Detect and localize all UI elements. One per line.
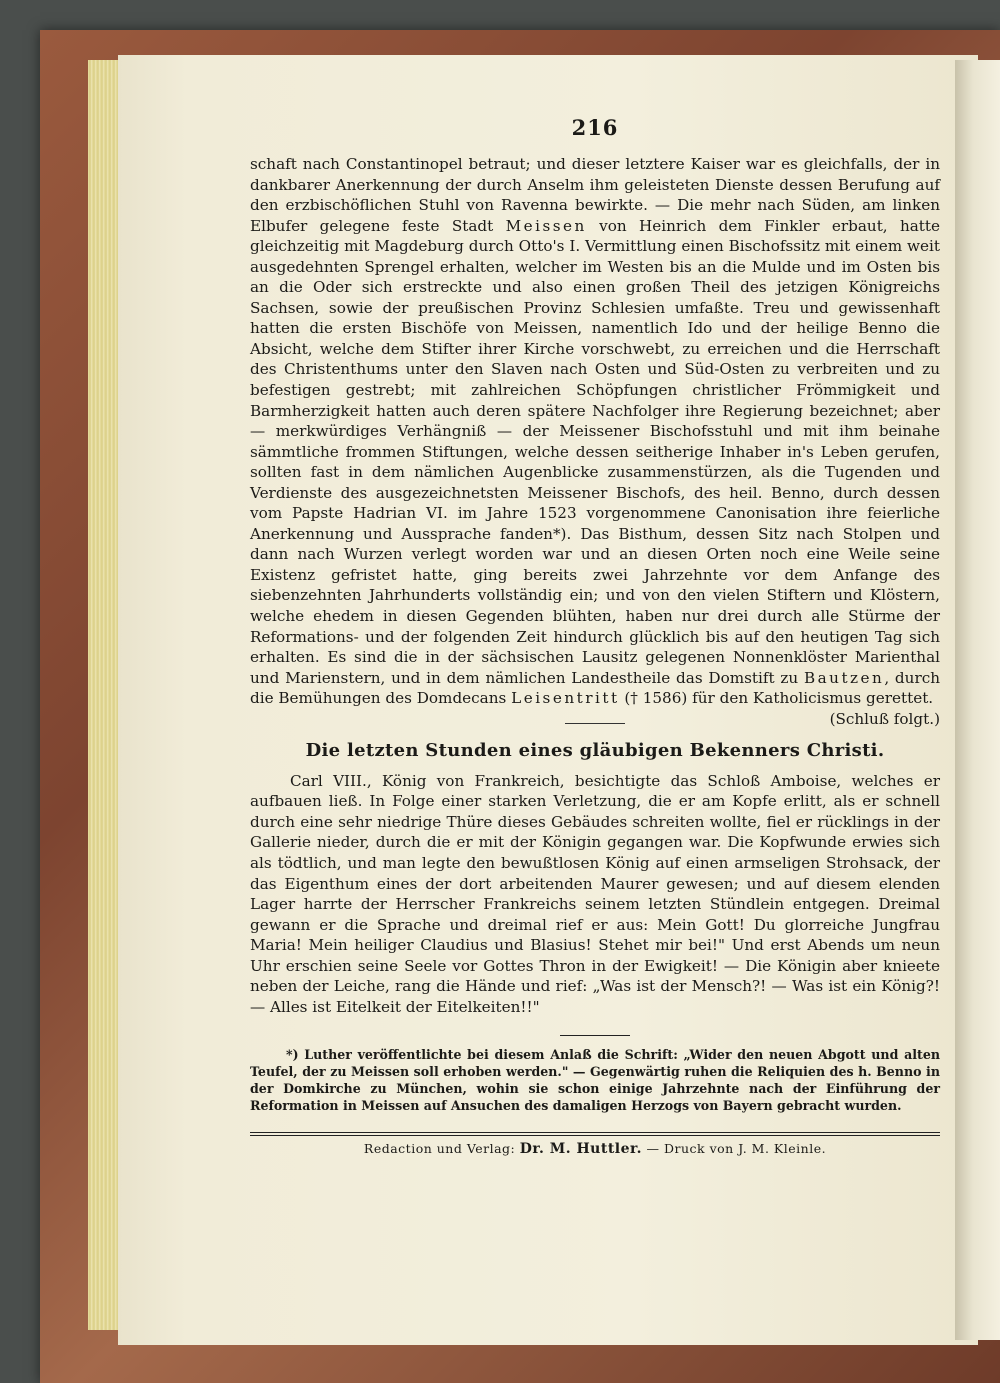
imprint-label: Redaction und Verlag: bbox=[363, 1141, 516, 1157]
article-text-c: , durch die Bemühungen des Domdecans bbox=[250, 668, 940, 708]
continued-note: (Schluß folgt.) bbox=[829, 709, 940, 728]
article-text-b: von Heinrich dem Finkler erbaut, hatte gleichzeitig mit Magdeburg durch Otto's I. Vermittlung einen Bischofssitz mit einem weit ausgedehnten Sprengel erhalten, welcher im Westen bis an die Mulde und im Osten bis an die Oder sich erstreckte und also einen großen Theil des jetzigen Königreichs Sachsen, sowie der preußischen Provinz Schlesien umfaßte. Treu und gewissenhaft hatten die ersten Bischöfe von Meissen, namentlich Ido und der heilige Benno die Absicht, welche dem Stifter ihrer Kirche vorschwebt, zu erreichen und die Herrschaft des Christenthums unter den Slaven nach Osten und Süd-Osten zu verbreiten und zu befestigen gestrebt; mit zahlreichen Schöpfungen christlicher Frömmigkeit und Barmherzigkeit hatten auch deren spätere Nachfolger ihre Regierung bezeichnet; aber — merkwürdiges Verhängniß — der Meissener Bischofsstuhl und mit ihm beinahe sämmtliche frommen Stiftungen, welche dessen seitherige Inhaber in's Leben gerufen, sollten fast in dem nämlichen Augenblicke zusammenstürzen, als die Tugenden und Verdienste des ausgezeichnetsten Meissener Bischofs, des heil. Benno, durch dessen vom Papste Hadrian VI. im Jahre 1523 vorgenommene Canonisation ihre feierliche Anerkennung und Aussprache fanden*). Das Bisthum, dessen Sitz nach Stolpen und dann nach Wurzen verlegt worden war und an diesen Orten noch eine Weile seine Existenz gefristet hatte, ging bereits zwei Jahrzehnte vor dem Anfange des siebenzehnten Jahrhunderts vollständig ein; und von den vielen Stiftern und Klöstern, welche ehedem in diesen Gegenden blühten, haben nur drei durch alle Stürme der Reformations- und der folgenden Zeit hindurch glücklich bis auf den heutigen Tag sich erhalten. Es sind die in der sächsischen Lausitz gelegenen Nonnenklöster Marienthal und Marienstern, und in dem nämlichen Landestheile das Domstift zu bbox=[250, 216, 940, 687]
page-content bbox=[250, 115, 940, 1157]
imprint-dash: — bbox=[646, 1141, 660, 1157]
article-text-d: († 1586) für den Katholicismus gerettet. bbox=[619, 689, 934, 708]
footnote: *) Luther veröffentlichte bei diesem Anlaß die Schrift: „Wider den neuen Abgott und alten Teufel, der zu Meissen soll erhoben werden." — Gegenwärtig ruhen die Reliquien des h. Benno in der Domkirche zu München, wohin sie schon einige Jahrzehnte nach der Einführung der Reformation in Meissen auf Ansuchen des damaligen Herzogs von Bayern gebracht wurden. bbox=[250, 1047, 940, 1114]
imprint-printer: J. M. Kleinle. bbox=[738, 1141, 827, 1157]
imprint-rule-thin bbox=[250, 1135, 940, 1136]
page-number: 216 bbox=[571, 115, 619, 140]
imprint-printer-label: Druck von bbox=[663, 1141, 734, 1157]
article-continuation bbox=[250, 154, 940, 728]
imprint bbox=[250, 1141, 940, 1157]
article-title: Die letzten Stunden eines gläubigen Bekenners Christi. bbox=[305, 739, 885, 761]
section-divider bbox=[565, 723, 625, 724]
book-gutter bbox=[955, 60, 1000, 1340]
place-bautzen: Bautzen bbox=[803, 668, 885, 687]
article-text-a: schaft nach Constantinopel betraut; und dieser letztere Kaiser war es gleichfalls, der in dankbarer Anerkennung der durch Anselm ihm geleisteten Dienste dessen Berufung auf den erzbischöflichen Stuhl von Ravenna bewirkte. — Die mehr nach Süden, am linken Elbufer gelegene feste Stadt bbox=[250, 155, 940, 235]
place-meissen: Meissen bbox=[505, 216, 587, 235]
imprint-editor: Dr. M. Huttler. bbox=[519, 1141, 642, 1158]
name-leisentritt: Leisentritt bbox=[511, 689, 620, 708]
footnote-divider bbox=[560, 1035, 630, 1036]
article-body: Carl VIII., König von Frankreich, besichtigte das Schloß Amboise, welches er aufbauen ließ. In Folge einer starken Verletzung, die er am Kopfe erlitt, als er schnell durch eine sehr niedrige Thüre dieses Gebäudes schreiten wollte, fiel er rücklings in der Gallerie nieder, durch die er mit der Königin gegangen war. Die Kopfwunde erwies sich als tödtlich, und man legte den bewußtlosen König auf einen armseligen Strohsack, der das Eigenthum eines der dort arbeitenden Maurer gewesen; und auf diesem elenden Lager harrte der Herrscher Frankreichs seinem letzten Stündlein entgegen. Dreimal gewann er die Sprache und dreimal rief er aus: Mein Gott! Du glorreiche Jungfrau Maria! Mein heiliger Claudius und Blasius! Stehet mir bei!" Und erst Abends um neun Uhr erschien seine Seele vor Gottes Thron in der Ewigkeit! — Die Königin aber knieete neben der Leiche, rang die Hände und rief: „Was ist der Mensch?! — Was ist ein König?! — Alles ist Eitelkeit der Eitelkeiten!!" bbox=[250, 771, 940, 1016]
imprint-rule bbox=[250, 1132, 940, 1133]
